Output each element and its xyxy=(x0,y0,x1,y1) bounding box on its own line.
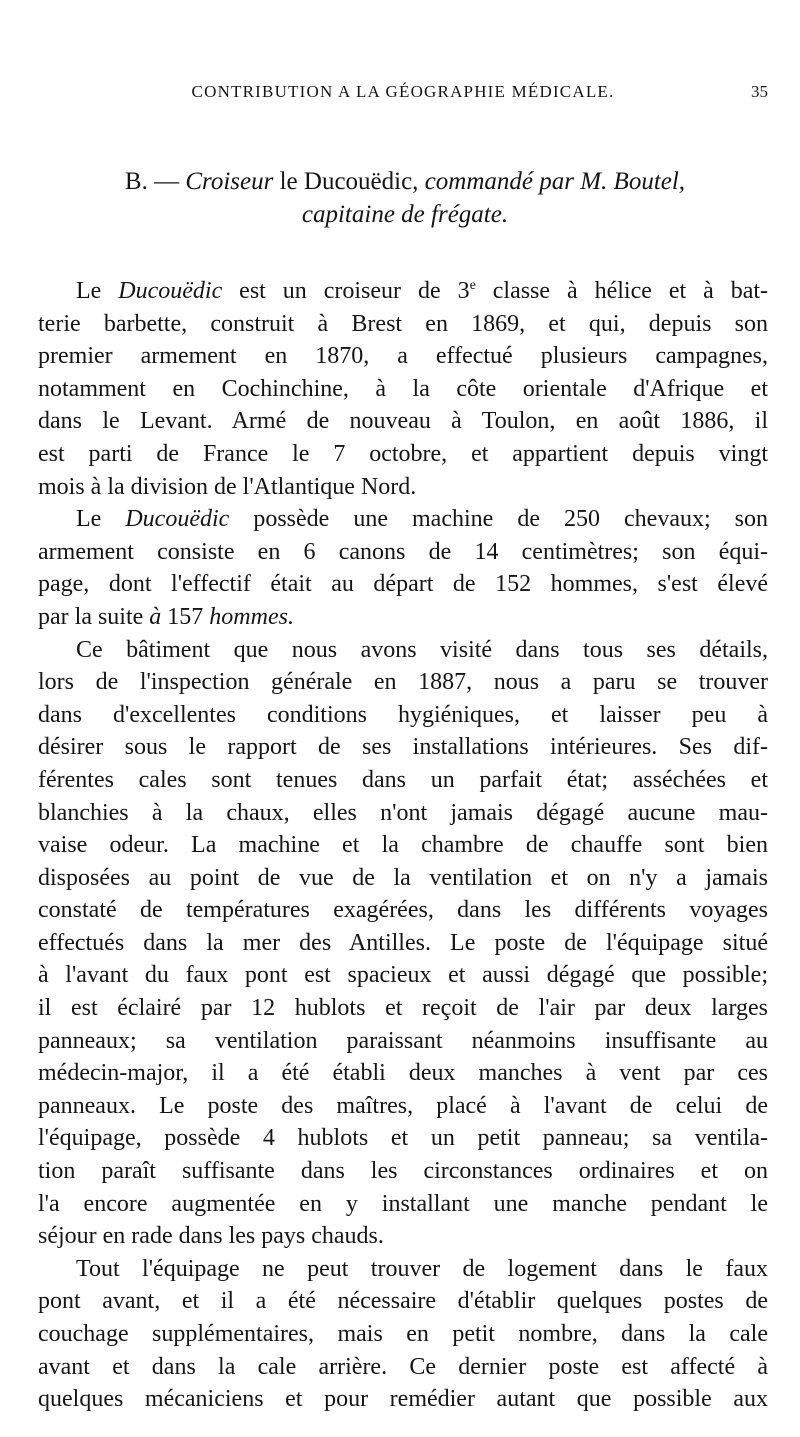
text-run: Le xyxy=(76,506,126,533)
text-run: dans d'excellentes conditions hygiéniques, et laisser peu à xyxy=(38,701,768,728)
text-run: désirer sous le rapport de ses installations intérieures. Ses dif- xyxy=(38,734,768,761)
text-line xyxy=(38,1155,768,1188)
text-line xyxy=(38,764,768,797)
text-run: disposées au point de vue de la ventilation et on n'y a jamais xyxy=(38,864,768,891)
body-text xyxy=(38,270,768,1416)
text-line xyxy=(38,1057,768,1090)
text-run: terie barbette, construit à Brest en 1869, et qui, depuis son xyxy=(38,310,768,337)
text-line xyxy=(38,634,768,667)
italic-run: Ducouëdic xyxy=(125,506,230,533)
text-run: est un croiseur de 3 xyxy=(222,278,470,304)
italic-run: Ducouëdic xyxy=(118,278,223,304)
text-line xyxy=(38,438,768,471)
text-line xyxy=(38,1383,768,1416)
text-run: panneaux. Le poste des maîtres, placé à l'avant de celui de xyxy=(38,1092,768,1119)
running-title: CONTRIBUTION A LA GÉOGRAPHIE MÉDICALE. xyxy=(191,82,615,101)
text-run: il est éclairé par 12 hublots et reçoit de l'air par deux larges xyxy=(38,995,768,1022)
text-run: panneaux; sa ventilation paraissant néanmoins insuffisante au xyxy=(38,1027,768,1054)
text-line xyxy=(38,666,768,699)
text-run: séjour en rade dans les pays chauds. xyxy=(38,1223,384,1250)
text-run: l'équipage, possède 4 hublots et un petit panneau; sa ventila- xyxy=(38,1125,768,1152)
text-line xyxy=(38,1318,768,1351)
text-run: férentes cales sont tenues dans un parfait état; asséchées et xyxy=(38,766,768,793)
page-number: 35 xyxy=(751,82,768,101)
text-line xyxy=(38,270,768,308)
italic-run: à xyxy=(149,603,162,630)
text-line xyxy=(38,959,768,992)
text-run: couchage supplémentaires, mais en petit nombre, dans la cale xyxy=(38,1321,768,1347)
text-run: dans le Levant. Armé de nouveau à Toulon, en août 1886, il xyxy=(38,408,768,435)
section-heading-line-1 xyxy=(40,165,770,198)
section-letter: B. — xyxy=(124,168,186,195)
text-run: à l'avant du faux pont est spacieux et aussi dégagé que possible; xyxy=(38,962,768,989)
text-line xyxy=(38,1090,768,1123)
running-head xyxy=(38,82,768,112)
text-line xyxy=(38,471,768,504)
text-line xyxy=(38,601,768,634)
text-run: notamment en Cochinchine, à la côte orientale d'Afrique et xyxy=(38,375,768,402)
paragraph xyxy=(38,634,768,1253)
text-line xyxy=(38,992,768,1025)
text-run: armement consiste en 6 canons de 14 centimètres; son équi- xyxy=(38,538,768,565)
text-run: premier armement en 1870, a effectué plusieurs campagnes, xyxy=(38,343,768,370)
text-line xyxy=(38,373,768,406)
text-line xyxy=(38,1285,768,1318)
paragraph xyxy=(38,270,768,503)
text-run: classe à hélice et à bat- xyxy=(475,278,769,304)
text-run: avant et dans la cale arrière. Ce dernier poste est affecté à xyxy=(38,1353,768,1380)
text-run: mois à la division de l'Atlantique Nord. xyxy=(38,473,417,500)
text-run: Ce bâtiment que nous avons visité dans tous ses détails, xyxy=(76,636,768,663)
text-line xyxy=(38,1188,768,1221)
italic-run: hommes. xyxy=(209,603,294,630)
text-line xyxy=(38,927,768,960)
text-run: pont avant, et il a été nécessaire d'établir quelques postes de xyxy=(38,1288,768,1315)
text-run: effectués dans la mer des Antilles. Le poste de l'équipage situé xyxy=(38,929,768,956)
text-run: 157 xyxy=(161,603,210,630)
text-line xyxy=(38,699,768,732)
text-line xyxy=(38,536,768,569)
text-run: possède une machine de 250 chevaux; son xyxy=(229,506,769,533)
text-line xyxy=(38,568,768,601)
section-heading-line-2 xyxy=(40,198,770,231)
text-run: blanchies à la chaux, elles n'ont jamais dégagé aucune mau- xyxy=(38,799,768,826)
text-line xyxy=(38,1253,768,1286)
paragraph xyxy=(38,503,768,633)
text-line xyxy=(38,1351,768,1384)
text-line xyxy=(38,503,768,536)
heading-italic-rank: capitaine de frégate. xyxy=(301,201,509,228)
text-line xyxy=(38,340,768,373)
text-line xyxy=(38,1122,768,1155)
heading-ship-name: le Ducouëdic, xyxy=(273,168,425,195)
superscript: e xyxy=(469,278,476,293)
text-run: tion paraît suffisante dans les circonstances ordinaires et on xyxy=(38,1158,768,1185)
text-line xyxy=(38,731,768,764)
text-run: par la suite xyxy=(38,603,150,630)
text-run: vaise odeur. La machine et la chambre de chauffe sont bien xyxy=(38,832,768,859)
text-run: Le xyxy=(76,278,119,304)
text-run: page, dont l'effectif était au départ de 152 hommes, s'est élevé xyxy=(38,571,768,598)
text-line xyxy=(38,829,768,862)
heading-italic-commander: commandé par M. Boutel, xyxy=(424,168,686,195)
paragraph xyxy=(38,1253,768,1416)
text-run: lors de l'inspection générale en 1887, nous a paru se trouver xyxy=(38,669,768,696)
text-run: constaté de températures exagérées, dans les différents voyages xyxy=(38,897,768,924)
text-line xyxy=(38,1025,768,1058)
text-run: est parti de France le 7 octobre, et appartient depuis vingt xyxy=(38,440,768,467)
text-line xyxy=(38,1220,768,1253)
section-heading xyxy=(40,165,770,231)
text-run: quelques mécaniciens et pour remédier autant que possible aux xyxy=(38,1386,768,1413)
heading-italic-croiseur: Croiseur xyxy=(185,168,274,195)
text-line xyxy=(38,862,768,895)
text-run: médecin-major, il a été établi deux manches à vent par ces xyxy=(38,1060,768,1087)
text-line xyxy=(38,894,768,927)
text-line xyxy=(38,405,768,438)
text-run: l'a encore augmentée en y installant une manche pendant le xyxy=(38,1190,768,1217)
text-line xyxy=(38,308,768,341)
text-run: Tout l'équipage ne peut trouver de logement dans le faux xyxy=(76,1255,768,1282)
text-line xyxy=(38,797,768,830)
